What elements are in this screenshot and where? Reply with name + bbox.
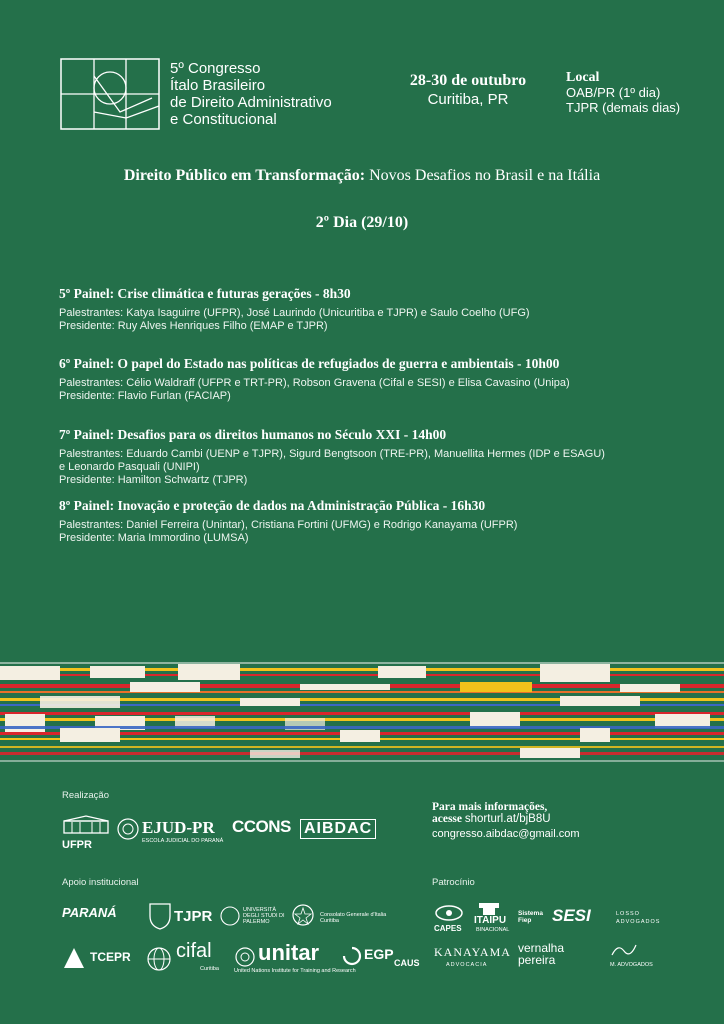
panel-title: 7º Painel: Desafios para os direitos humanos no Século XXI - 14h00 — [59, 427, 447, 442]
unitar-logo-subtext: United Nations Institute for Training and Research — [234, 968, 356, 974]
egp-logo-text: EGP — [364, 946, 394, 962]
tcepr-logo-text: TCEPR — [90, 950, 131, 964]
congress-logo-mark — [60, 58, 160, 130]
itaipu-logo-text: ITAIPU — [474, 915, 507, 926]
congress-logo — [60, 58, 160, 130]
itaipu-dam-icon — [478, 902, 500, 916]
panel-speakers: Palestrantes: Katya Isaguirre (UFPR), José Laurindo (Unicuritiba e TJPR) e Saulo Coelho (UFG) — [59, 307, 530, 319]
capes-eye-icon — [434, 903, 464, 923]
more-info-title: Para mais informações, — [432, 801, 548, 813]
realizacao-label: Realização — [62, 790, 109, 801]
vernalha-logo-text: vernalha pereira — [518, 941, 565, 967]
sesi-logo-text: SESI — [552, 906, 591, 925]
congress-title-line: Ítalo Brasileiro — [170, 77, 266, 94]
caus-logo-text: CAUS — [394, 958, 420, 968]
panel-speakers: Palestrantes: Eduardo Cambi (UENP e TJPR), Sigurd Bengtsoon (TRE-PR), Manuellita Hermes (IDP e ESAGU) — [59, 448, 605, 460]
more-info-block — [432, 801, 551, 825]
venue-line: TJPR (demais dias) — [566, 100, 681, 115]
congress-title-line: 5º Congresso — [170, 60, 261, 77]
panel-title: 5º Painel: Crise climática e futuras gerações - 8h30 — [59, 286, 351, 301]
event-city: Curitiba, PR — [427, 91, 509, 108]
panel-president: Presidente: Flavio Furlan (FACIAP) — [59, 390, 231, 402]
more-info-url[interactable]: shorturl.at/bjB8U — [464, 813, 551, 825]
un-emblem-icon — [234, 946, 256, 968]
tjpr-logo-text: TJPR — [174, 908, 213, 925]
panel-5 — [59, 286, 679, 333]
parana-logo-text: PARANÁ — [62, 905, 117, 920]
congress-title-line: e Constitucional — [170, 111, 277, 128]
patrocinio-label: Patrocínio — [432, 877, 475, 888]
theme-bold: Direito Público em Transformação: — [123, 167, 366, 184]
panel-president: Presidente: Hamilton Schwartz (TJPR) — [59, 474, 248, 486]
venue-line: OAB/PR (1º dia) — [566, 85, 661, 100]
contact-email[interactable]: congresso.aibdac@gmail.com — [432, 828, 580, 840]
more-info-access: acesse — [432, 813, 463, 825]
apoio-label: Apoio institucional — [62, 877, 139, 888]
theme-rest: Novos Desafios no Brasil e na Itália — [365, 167, 601, 184]
panel-title: 8º Painel: Inovação e proteção de dados na Administração Pública - 16h30 — [59, 498, 486, 513]
palermo-logo-text: UNIVERSITÀ DEGLI STUDI DI PALERMO — [243, 907, 285, 925]
event-date-block — [390, 72, 546, 108]
panel-7 — [59, 427, 679, 487]
m-advogados-wave-icon — [610, 941, 638, 959]
losso-logo-text: LOSSO ADVOGADOS — [616, 911, 661, 925]
panel-6 — [59, 356, 679, 403]
italy-emblem-icon — [291, 902, 315, 930]
panel-president: Presidente: Ruy Alves Henriques Filho (EMAP e TJPR) — [59, 320, 328, 332]
consolato-logo-text: Consolato Generale d'Italia Curitiba — [320, 912, 387, 924]
tjpr-shield-icon — [148, 902, 172, 930]
venue-label: Local — [566, 70, 600, 85]
tcepr-triangle-icon — [62, 946, 86, 970]
panel-speakers: Palestrantes: Daniel Ferreira (Unintar), Cristiana Fortini (UFMG) e Rodrigo Kanayama (UFPR) — [59, 519, 518, 531]
panel-speakers: Palestrantes: Célio Waldraff (UFPR e TRT-PR), Robson Gravena (Cifal e SESI) e Elisa Cavasino (Unipa) — [59, 377, 570, 389]
ccons-logo-text: CCONS — [232, 817, 291, 836]
cifal-globe-icon — [146, 946, 172, 972]
egp-swirl-icon — [342, 946, 362, 966]
aibdac-logo-text: AIBDAC — [300, 819, 376, 839]
capes-logo-text: CAPES — [434, 924, 462, 933]
venue-block — [566, 70, 680, 115]
panel-title: 6º Painel: O papel do Estado nas políticas de refugiados de guerra e ambientais - 10h00 — [59, 356, 560, 371]
event-theme — [0, 167, 724, 185]
decorative-stripes — [0, 660, 724, 770]
kanayama-logo-text: KANAYAMA — [434, 945, 511, 959]
palermo-seal-icon — [220, 906, 240, 926]
itaipu-logo-subtext: BINACIONAL — [476, 927, 510, 933]
ufpr-logo-text: UFPR — [62, 839, 92, 851]
cifal-city-text: Curitiba — [200, 966, 219, 972]
ufpr-building-icon — [62, 815, 110, 835]
day-heading: 2º Dia (29/10) — [315, 214, 409, 231]
kanayama-logo-subtext: ADVOCACIA — [446, 962, 488, 968]
ejud-seal-icon — [117, 818, 139, 840]
ejud-logo-text: EJUD-PR — [142, 818, 215, 837]
unitar-logo-text: unitar — [258, 940, 320, 965]
fiep-logo-text: Sistema Fiep — [518, 910, 543, 924]
congress-title — [170, 60, 332, 128]
panel-president: Presidente: Maria Immordino (LUMSA) — [59, 532, 249, 544]
m-advogados-logo-text: M. ADVOGADOS — [610, 962, 653, 968]
panel-speakers-cont: e Leonardo Pasquali (UNIPI) — [59, 461, 200, 473]
cifal-logo-text: cifal — [176, 940, 212, 962]
congress-title-line: de Direito Administrativo — [170, 94, 332, 111]
event-date: 28-30 de outubro — [409, 72, 527, 89]
ejud-logo-subtext: ESCOLA JUDICIAL DO PARANÁ — [142, 838, 224, 844]
ufpr-logo — [62, 815, 110, 851]
panel-8 — [59, 498, 679, 545]
